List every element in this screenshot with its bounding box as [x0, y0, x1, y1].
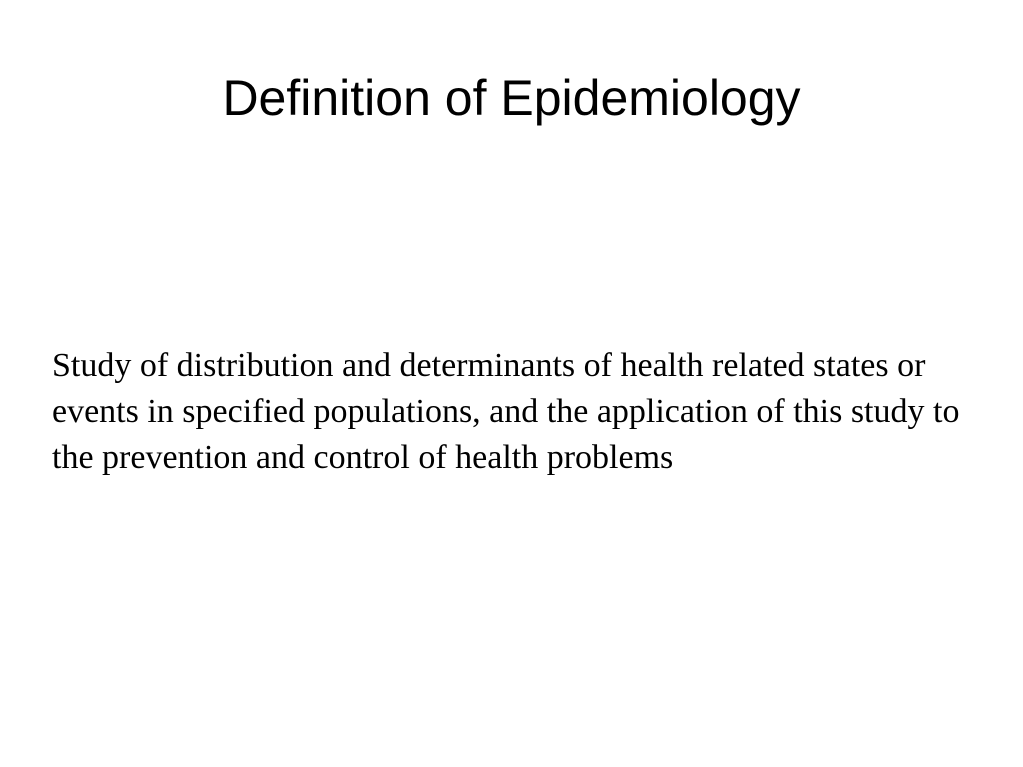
- slide-title: Definition of Epidemiology: [222, 70, 801, 126]
- definition-text: Study of distribution and determinants of health related states or events in specified populations, and the application of this study to the prevention and control of health problems: [52, 347, 960, 476]
